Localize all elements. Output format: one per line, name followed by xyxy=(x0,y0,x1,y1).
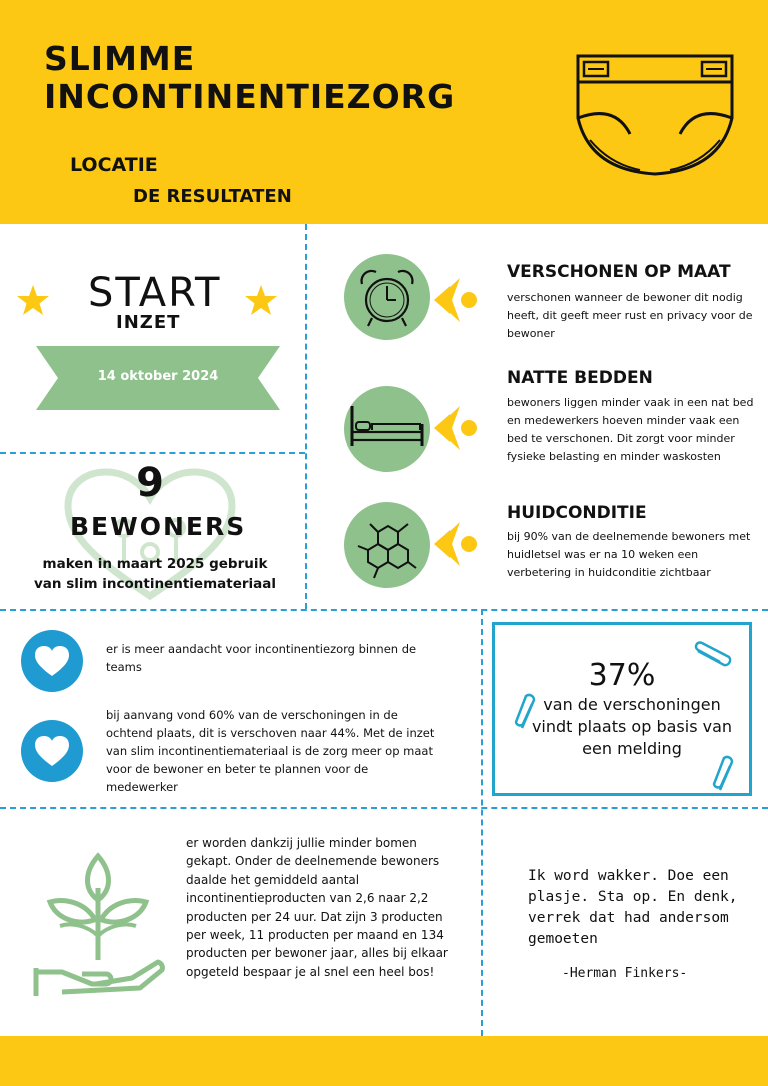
bed-circle xyxy=(344,386,430,472)
residents-description: maken in maart 2025 gebruik van slim incontinentiemateriaal xyxy=(33,556,277,592)
title-line-2: INCONTINENTIEZORG xyxy=(44,77,456,116)
paperclip-icon xyxy=(688,640,732,670)
section-text-huidconditie: bij 90% van de deelnemende bewoners met huidletsel was er na 10 weken een verbetering in huidconditie zichtbaar xyxy=(507,530,751,579)
star-icon xyxy=(16,284,50,318)
section-title-huidconditie: HUIDCONDITIE xyxy=(507,503,647,523)
section-title-verschonen: VERSCHONEN OP MAAT xyxy=(507,262,731,282)
results-subtitle: DE RESULTATEN xyxy=(133,186,292,207)
start-date: 14 oktober 2024 xyxy=(97,369,219,384)
section-text-verschonen: verschonen wanneer de bewoner dit nodig heeft, dit geeft meer rust en privacy voor de bewoner xyxy=(507,291,753,340)
heart-circle xyxy=(21,630,83,692)
heart-circle xyxy=(21,720,83,782)
diaper-icon xyxy=(570,48,740,180)
location-subtitle: LOCATIE xyxy=(70,154,158,176)
divider xyxy=(0,609,768,611)
stat-description: van de verschoningen vindt plaats op basis van een melding xyxy=(531,695,733,758)
divider xyxy=(305,224,307,609)
arrow-marker-icon xyxy=(430,522,480,566)
page-title xyxy=(44,40,455,116)
point-text-morning: bij aanvang vond 60% van de verschoningen in de ochtend plaats, dit is verschoven naar 44%. Met de inzet van slim incontinentiemateriaal is de zorg meer op maat voor de bewoner en beter te plannen voor de medewerker xyxy=(106,708,435,794)
quote-author: -Herman Finkers- xyxy=(562,966,688,981)
paperclip-icon xyxy=(710,750,738,794)
divider xyxy=(0,452,305,454)
arrow-marker-icon xyxy=(430,278,480,322)
quote-text: Ik word wakker. Doe een plasje. Sta op. En denk, verrek dat had andersom gemoeten xyxy=(528,868,738,947)
alarm-clock-icon xyxy=(344,254,430,340)
arrow-marker-icon xyxy=(430,406,480,450)
footer-banner xyxy=(0,1036,768,1086)
residents-label: BEWONERS xyxy=(70,512,247,541)
section-title-natte-bedden: NATTE BEDDEN xyxy=(507,368,653,388)
plant-in-hand-icon xyxy=(32,848,166,998)
divider xyxy=(0,807,768,809)
section-text-natte-bedden: bewoners liggen minder vaak in een nat bed en medewerkers hoeven minder vaak een bed te verschonen. Dit zorgt voor minder fysieke belasting en minder waskosten xyxy=(507,396,754,463)
divider xyxy=(481,609,483,1036)
heart-icon xyxy=(21,630,83,692)
stat-value: 37% xyxy=(588,658,656,693)
title-line-1: SLIMME xyxy=(44,39,196,78)
resident-count: 9 xyxy=(136,460,164,506)
environment-text: er worden dankzij jullie minder bomen gekapt. Onder de deelnemende bewoners daalde het gemiddeld aantal incontinentieproducten van 2,6 naar 2,2 producten per 24 uur. Dat zijn 3 producten per week, 11 producten per maand en 134 producten per bewoner jaar, alles bij elkaar opgeteld bespaar je al snel een heel bos! xyxy=(186,836,448,979)
molecule-icon xyxy=(344,502,430,588)
point-text-attention: er is meer aandacht voor incontinentiezorg binnen de teams xyxy=(106,642,417,674)
bed-icon xyxy=(344,386,430,472)
heart-icon xyxy=(21,720,83,782)
molecule-circle xyxy=(344,502,430,588)
star-icon xyxy=(244,284,278,318)
paperclip-icon xyxy=(512,688,540,732)
start-title: START xyxy=(88,270,222,316)
start-subtitle: INZET xyxy=(116,312,181,333)
clock-circle xyxy=(344,254,430,340)
